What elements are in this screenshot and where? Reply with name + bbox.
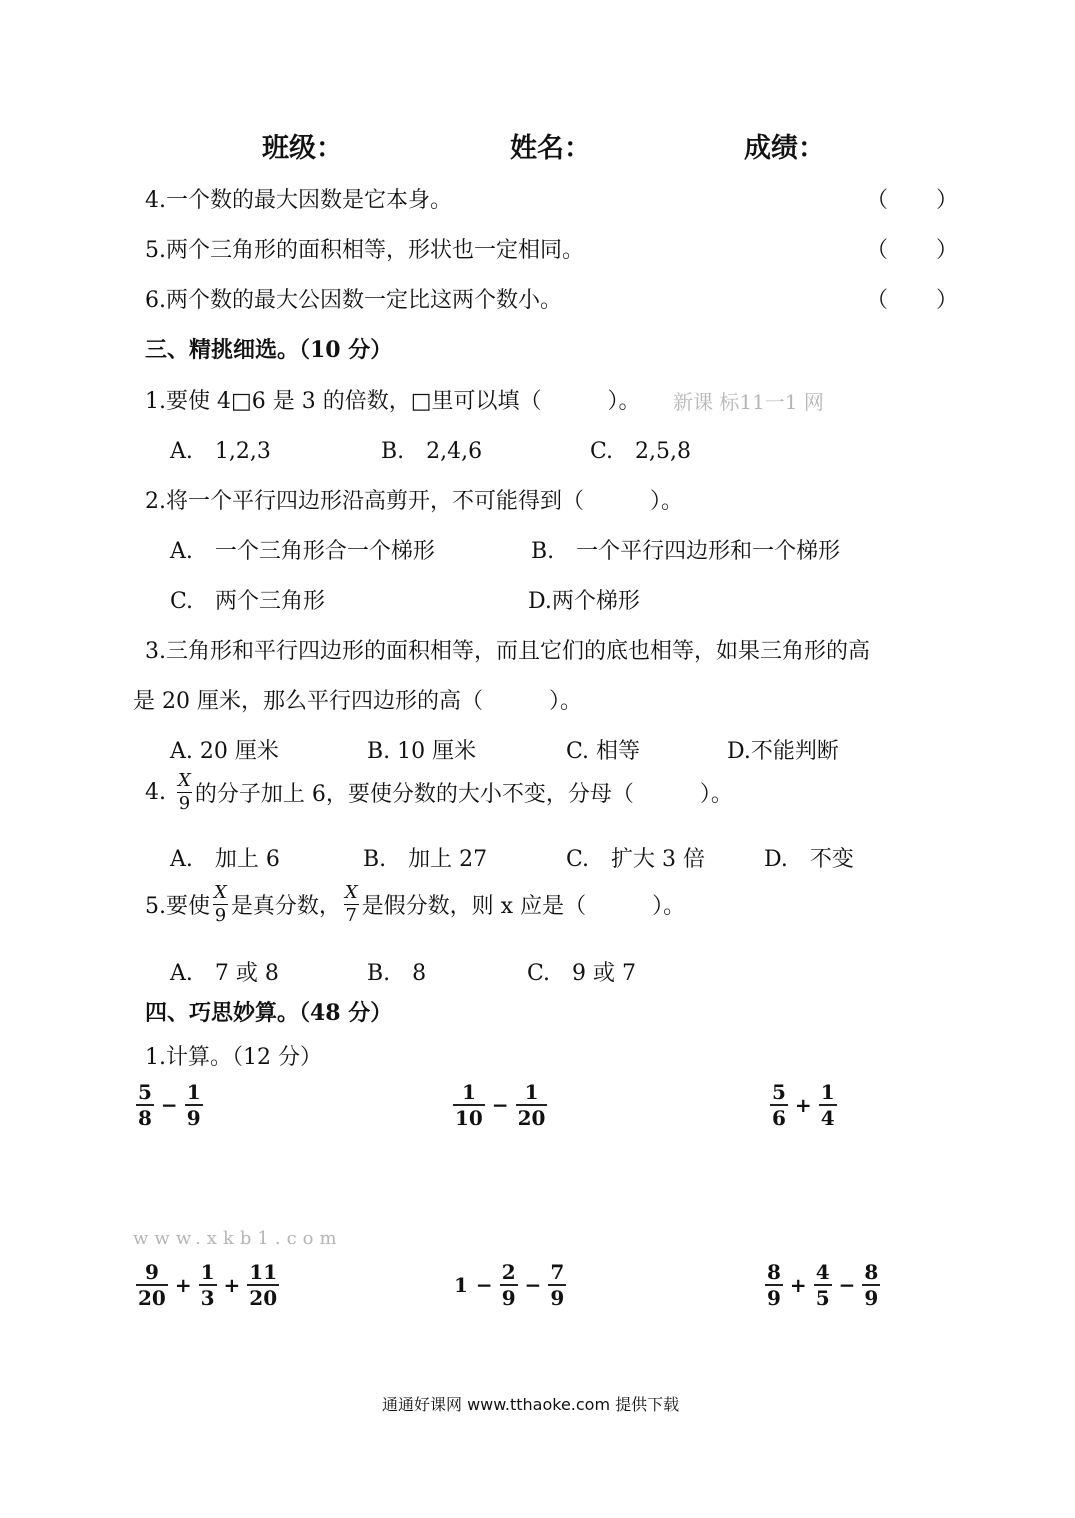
s3-q1-option-c: C. 2,5,8: [590, 439, 692, 464]
judge-question-6: 6.两个数的最大公因数一定比这两个数小。: [145, 288, 562, 313]
s3-q2-option-c: C. 两个三角形: [170, 589, 326, 614]
judge-question-5: 5.两个三角形的面积相等，形状也一定相同。: [145, 238, 584, 263]
fraction: [516, 1082, 548, 1128]
watermark-text: 新课 标11一1 网: [673, 390, 824, 414]
numerator: 1: [524, 1080, 539, 1104]
fraction: [770, 1082, 788, 1128]
fraction: [199, 1262, 217, 1308]
fraction-numerator: X: [214, 882, 227, 903]
fraction-denominator: 9: [214, 905, 227, 926]
fraction: [453, 1082, 485, 1128]
s3-question-3-line1: 3.三角形和平行四边形的面积相等，而且它们的底也相等，如果三角形的高: [145, 639, 870, 664]
numerator: 5: [138, 1080, 152, 1104]
judge-question-4: 4.一个数的最大因数是它本身。: [145, 188, 452, 213]
denominator: 9: [550, 1286, 565, 1310]
operator: −: [475, 1273, 493, 1297]
denominator: 9: [501, 1286, 516, 1310]
s3-q5-option-a: A. 7 或 8: [170, 961, 279, 986]
s3-q5-option-c: C. 9 或 7: [527, 961, 637, 986]
numerator: 9: [144, 1260, 159, 1284]
denominator: 6: [772, 1106, 786, 1130]
fraction-numerator: X: [178, 770, 191, 791]
judge-answer-open-4: （: [866, 188, 889, 213]
fraction: [185, 1082, 203, 1128]
s3-question-3-line2: 是 20 厘米，那么平行四边形的高（ ）。: [133, 689, 582, 714]
s3-q3-option-c: C. 相等: [566, 739, 641, 764]
denominator: 20: [517, 1106, 546, 1130]
s3-question-1: 1.要使 4□6 是 3 的倍数，□里可以填（ ）。: [145, 389, 641, 414]
numerator: 1: [186, 1080, 201, 1104]
q4-text: 的分子加上 6，要使分数的大小不变，分母（ ）。: [194, 782, 733, 807]
denominator: 5: [815, 1286, 830, 1310]
s4-sub-question-1: 1.计算。（12 分）: [145, 1045, 322, 1070]
q4-number: 4.: [145, 780, 166, 805]
fraction: [136, 1082, 154, 1128]
fraction-x-over-9: [176, 772, 193, 813]
section4-title: 四、巧思妙算。（48 分）: [145, 1000, 393, 1026]
numerator: 4: [815, 1260, 830, 1284]
s3-question-5: [145, 884, 685, 925]
denominator: 10: [455, 1106, 483, 1130]
operator: −: [160, 1093, 178, 1117]
watermark-url: www.xkb1.com: [133, 1228, 343, 1249]
fraction: [862, 1262, 880, 1308]
operator: +: [789, 1273, 807, 1297]
s3-q4-option-b: B. 加上 27: [363, 847, 488, 872]
operator: +: [794, 1093, 812, 1117]
calc-expression-3: [767, 1082, 840, 1128]
section3-title: 三、精挑细选。（10 分）: [145, 337, 393, 363]
fraction: [819, 1082, 837, 1128]
judge-answer-close-6: ）: [936, 288, 959, 313]
fraction-denominator: 9: [178, 793, 191, 814]
denominator: 9: [767, 1286, 781, 1310]
score-label: 成绩：: [744, 133, 825, 164]
s3-q3-option-b: B. 10 厘米: [367, 739, 477, 764]
footer-credit: 通通好课网 www.tthaoke.com 提供下载: [382, 1395, 680, 1414]
numerator: 7: [550, 1260, 565, 1284]
fraction-x-over-7: [343, 884, 360, 925]
s3-q5-option-b: B. 8: [367, 961, 427, 986]
denominator: 9: [186, 1106, 201, 1130]
numerator: 1: [200, 1260, 215, 1284]
s3-q1-option-a: A. 1,2,3: [170, 439, 271, 464]
fraction: [247, 1262, 279, 1308]
denominator: 8: [138, 1106, 152, 1130]
fraction-denominator: 7: [345, 905, 357, 926]
denominator: 3: [200, 1286, 215, 1310]
whole-number: 1: [454, 1273, 468, 1297]
denominator: 9: [864, 1286, 879, 1310]
s3-q2-option-d: D.两个梯形: [528, 589, 640, 614]
fraction: [548, 1262, 566, 1308]
numerator: 5: [772, 1080, 786, 1104]
s3-q1-option-b: B. 2,4,6: [381, 439, 483, 464]
judge-answer-close-5: ）: [936, 238, 959, 263]
numerator: 8: [767, 1260, 781, 1284]
q5-suffix: 是假分数，则 x 应是（ ）。: [361, 894, 686, 919]
calc-expression-2: [450, 1082, 550, 1128]
class-label: 班级：: [262, 133, 343, 164]
fraction-numerator: X: [344, 882, 358, 903]
numerator: 1: [820, 1080, 835, 1104]
s3-q2-option-a: A. 一个三角形合一个梯形: [170, 539, 435, 564]
s3-q3-option-a: A. 20 厘米: [170, 739, 279, 764]
fraction: [765, 1262, 783, 1308]
s3-q4-option-c: C. 扩大 3 倍: [566, 847, 706, 872]
judge-answer-open-6: （: [866, 288, 889, 313]
judge-answer-open-5: （: [866, 238, 889, 263]
operator: +: [223, 1273, 241, 1297]
s3-q4-option-a: A. 加上 6: [170, 847, 280, 872]
s3-q2-option-b: B. 一个平行四边形和一个梯形: [531, 539, 841, 564]
calc-expression-5: [450, 1262, 569, 1308]
fraction: [814, 1262, 832, 1308]
s3-q4-option-d: D. 不变: [764, 847, 854, 872]
operator: −: [524, 1273, 542, 1297]
calc-expression-4: [133, 1262, 282, 1308]
numerator: 1: [461, 1080, 476, 1104]
calc-expression-1: [133, 1082, 206, 1128]
name-label: 姓名：: [510, 133, 591, 164]
calc-expression-6: [762, 1262, 883, 1308]
s3-q3-option-d: D.不能判断: [727, 739, 839, 764]
operator: +: [174, 1273, 192, 1297]
operator: −: [838, 1273, 856, 1297]
fraction: [500, 1262, 518, 1308]
judge-answer-close-4: ）: [936, 188, 959, 213]
denominator: 20: [249, 1286, 278, 1310]
denominator: 4: [820, 1106, 835, 1130]
fraction: [136, 1262, 168, 1308]
q5-mid: 是真分数，: [230, 894, 341, 919]
s3-question-4: [145, 772, 733, 813]
operator: −: [491, 1093, 509, 1117]
q5-prefix: 5.要使: [145, 894, 210, 919]
s3-question-2: 2.将一个平行四边形沿高剪开，不可能得到（ ）。: [145, 489, 683, 514]
numerator: 2: [501, 1260, 516, 1284]
denominator: 20: [138, 1286, 166, 1310]
fraction-x-over-9: [212, 884, 229, 925]
numerator: 8: [864, 1260, 879, 1284]
numerator: 11: [249, 1260, 278, 1284]
